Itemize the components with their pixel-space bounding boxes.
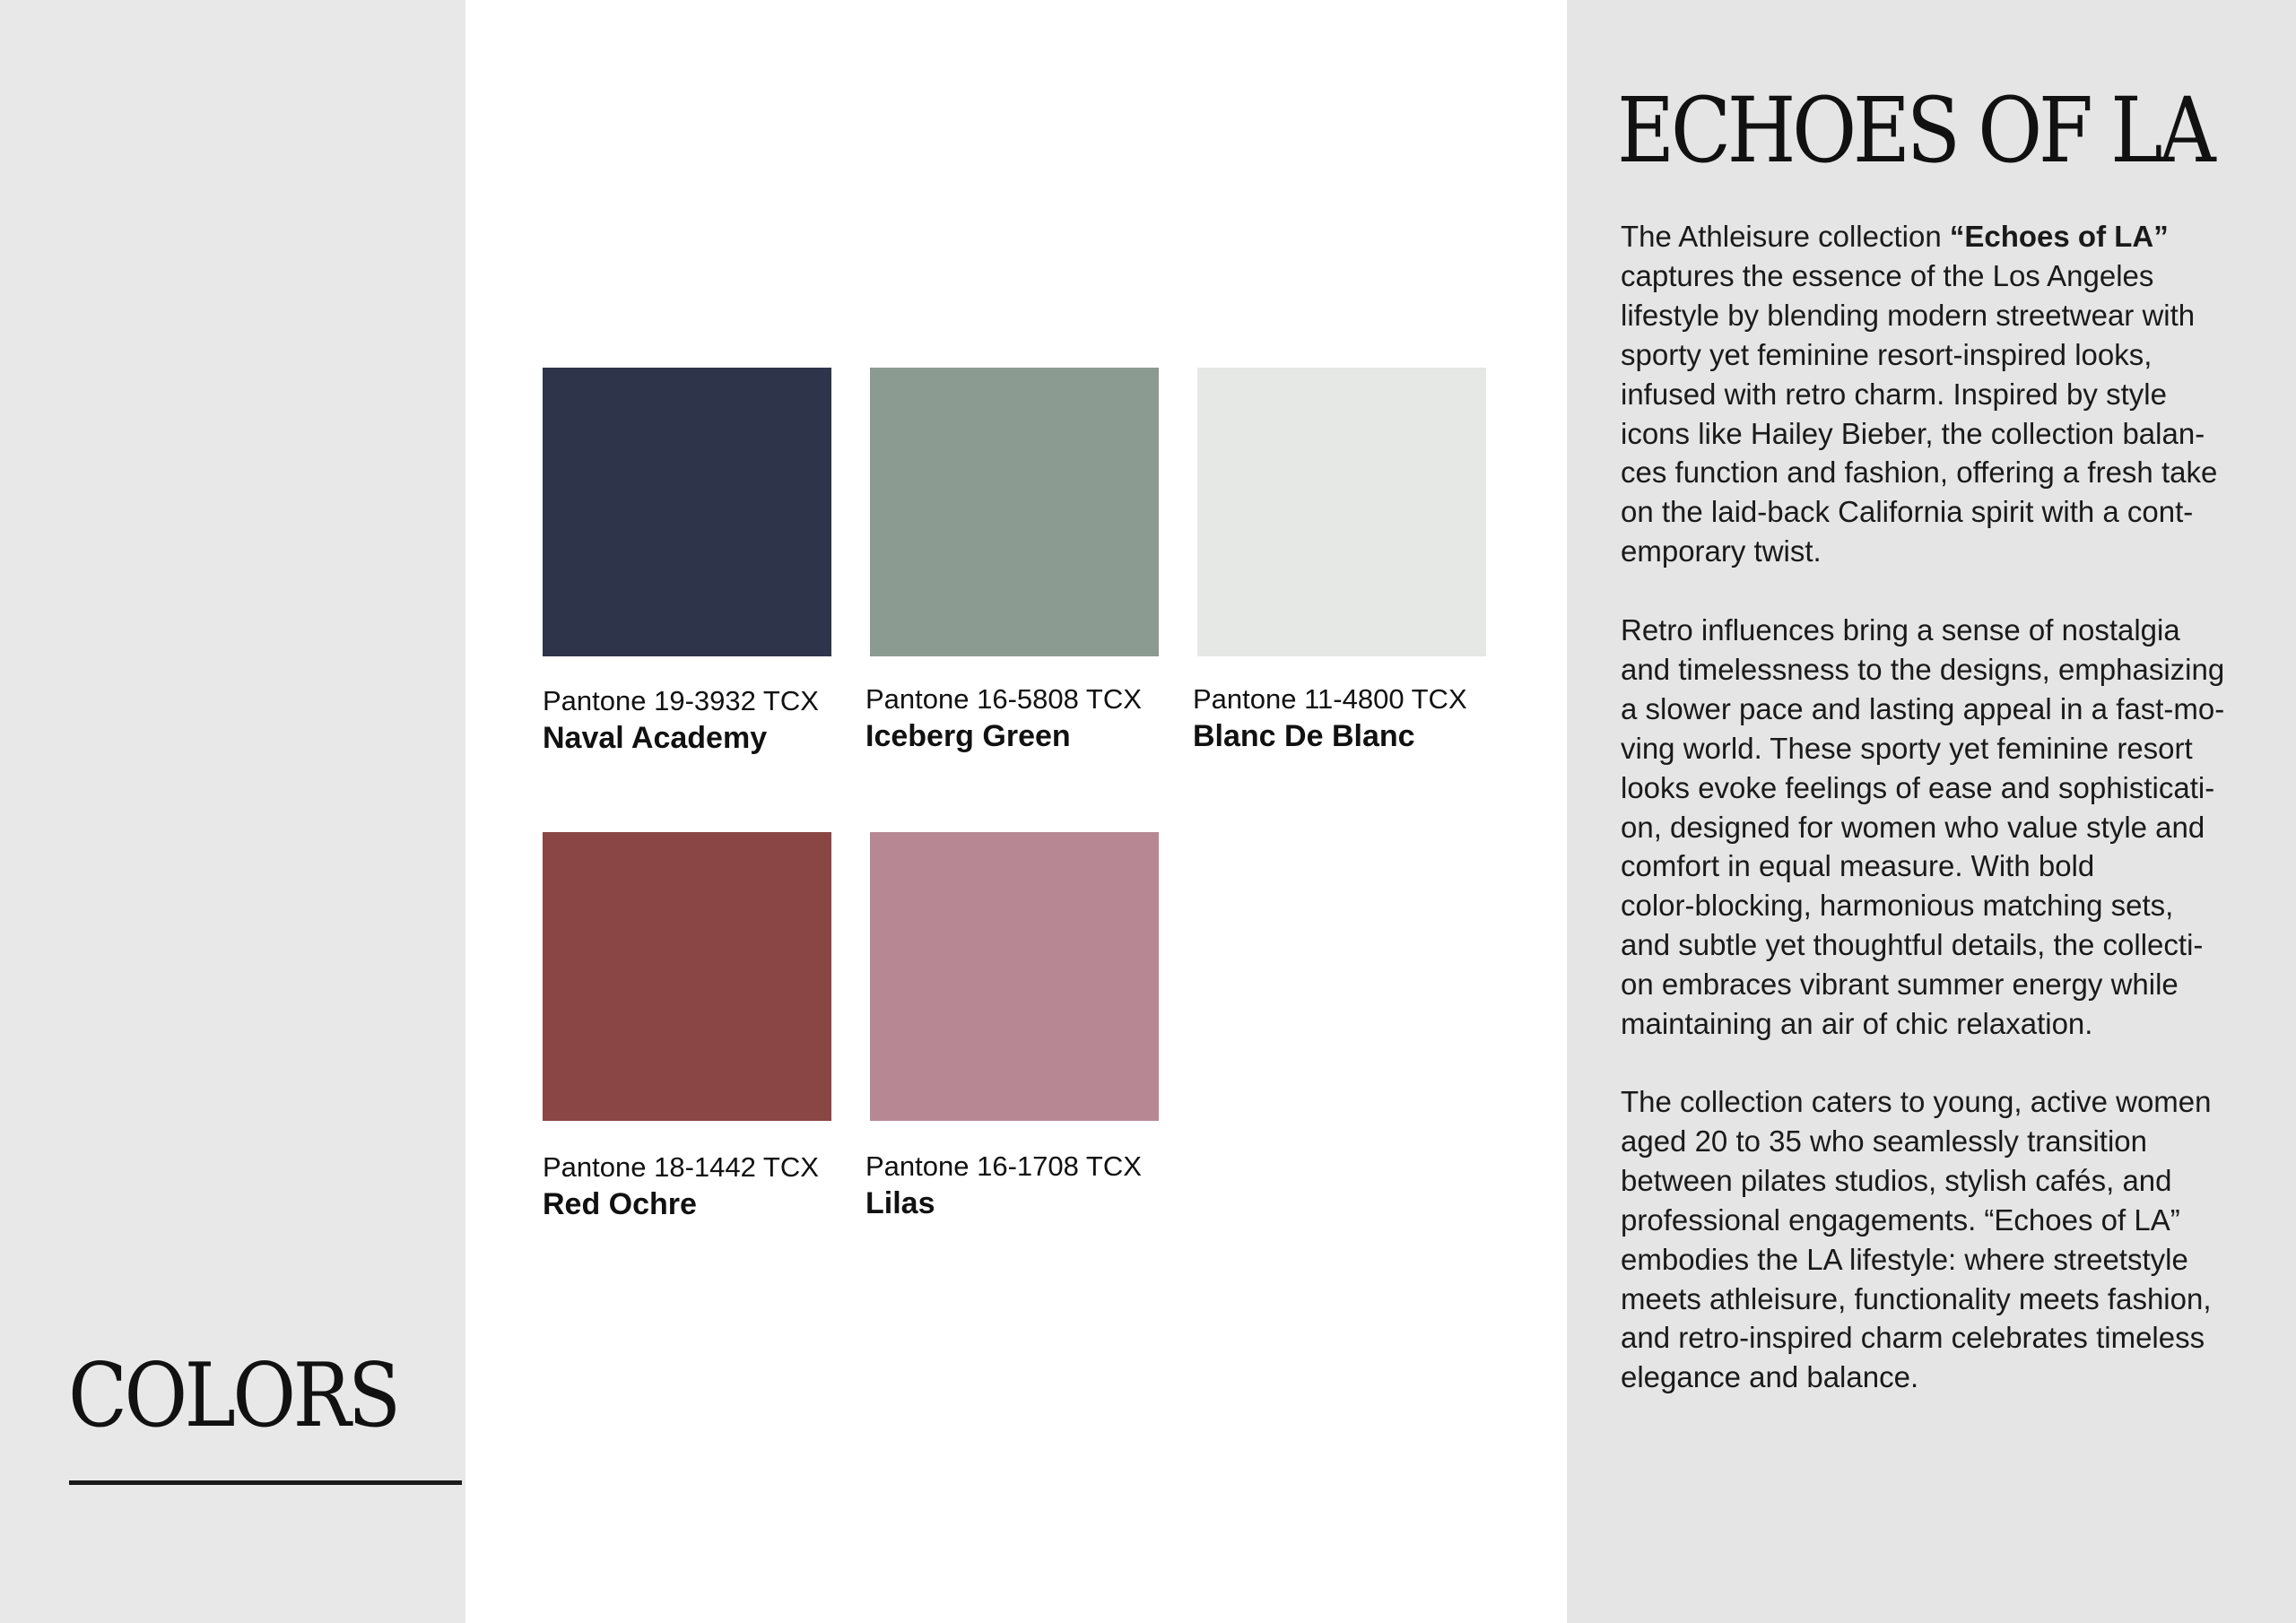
paragraph-line: professional engagements. “Echoes of LA” [1621, 1202, 2180, 1237]
swatch-code: Pantone 19-3932 TCX [543, 685, 819, 716]
swatch-blanc-de-blanc [1197, 368, 1486, 656]
paragraph-line: on, designed for women who value style and [1621, 810, 2205, 844]
paragraph-line: looks evoke feelings of ease and sophisticati- [1621, 770, 2215, 804]
collection-name-highlight: “Echoes of LA” [1949, 220, 2169, 253]
paragraph-line: between pilates studios, stylish cafés, and [1621, 1163, 2172, 1197]
swatch-name: Iceberg Green [865, 719, 1071, 753]
paragraph-line: ces function and fashion, offering a fresh take [1621, 456, 2218, 490]
swatch-name: Lilas [865, 1186, 935, 1220]
colors-underline [69, 1480, 462, 1485]
intro-text: The Athleisure collection [1621, 220, 1950, 253]
swatch-grid [465, 0, 1567, 1623]
swatch-code: Pantone 16-1708 TCX [865, 1150, 1142, 1182]
paragraph-line: a slower pace and lasting appeal in a fast-mo- [1621, 691, 2225, 725]
swatch-lilas [870, 832, 1159, 1121]
left-panel [0, 0, 465, 1623]
paragraph-line: and timelessness to the designs, emphasizing [1621, 652, 2225, 686]
paragraph-line: embodies the LA lifestyle: where streetstyle [1621, 1242, 2188, 1276]
paragraph-line: captures the essence of the Los Angeles [1621, 258, 2154, 292]
swatch-name: Naval Academy [543, 721, 768, 755]
paragraph-line: emporary twist. [1621, 534, 1822, 568]
description-paragraph-3 [1621, 1082, 2248, 1397]
swatch-code: Pantone 11-4800 TCX [1193, 683, 1467, 715]
swatch-name: Blanc De Blanc [1193, 719, 1415, 753]
paragraph-line: ving world. These sporty yet feminine resort [1621, 731, 2193, 765]
swatch-red-ochre [543, 832, 831, 1121]
paragraph-line: and retro-inspired charm celebrates timeless [1621, 1321, 2205, 1355]
paragraph-line: sporty yet feminine resort-inspired looks, [1621, 337, 2152, 371]
paragraph-line: lifestyle by blending modern streetwear with [1621, 298, 2196, 332]
swatch-naval-academy [543, 368, 831, 656]
paragraph-line: icons like Hailey Bieber, the collection balan- [1621, 416, 2205, 450]
paragraph-line: aged 20 to 35 who seamlessly transition [1621, 1124, 2148, 1158]
paragraph-line [1621, 217, 2248, 256]
swatch-name: Red Ochre [543, 1187, 697, 1221]
paragraph-line: meets athleisure, functionality meets fashion, [1621, 1281, 2212, 1315]
paragraph-line: color-blocking, harmonious matching sets, [1621, 889, 2174, 923]
paragraph-line: maintaining an air of chic relaxation. [1621, 1007, 2093, 1041]
paragraph-line: elegance and balance. [1621, 1360, 1919, 1394]
swatch-code: Pantone 16-5808 TCX [865, 683, 1142, 715]
paragraph-line: The collection caters to young, active women [1621, 1085, 2212, 1118]
paragraph-line: on embraces vibrant summer energy while [1621, 968, 2179, 1002]
description-paragraph-2 [1621, 611, 2248, 1044]
collection-title: ECHOES OF LA [1617, 78, 2213, 183]
paragraph-line: comfort in equal measure. With bold [1621, 849, 2095, 883]
description-paragraph-1 [1621, 217, 2248, 571]
paragraph-line: infused with retro charm. Inspired by style [1621, 377, 2167, 411]
paragraph-line: Retro influences bring a sense of nostalgia [1621, 613, 2180, 647]
swatch-code: Pantone 18-1442 TCX [543, 1151, 819, 1183]
paragraph-line: and subtle yet thoughtful details, the collecti- [1621, 928, 2204, 962]
paragraph-line: on the laid-back California spirit with a cont- [1621, 495, 2194, 529]
swatch-iceberg-green [870, 368, 1159, 656]
colors-heading: COLORS [68, 1345, 398, 1447]
